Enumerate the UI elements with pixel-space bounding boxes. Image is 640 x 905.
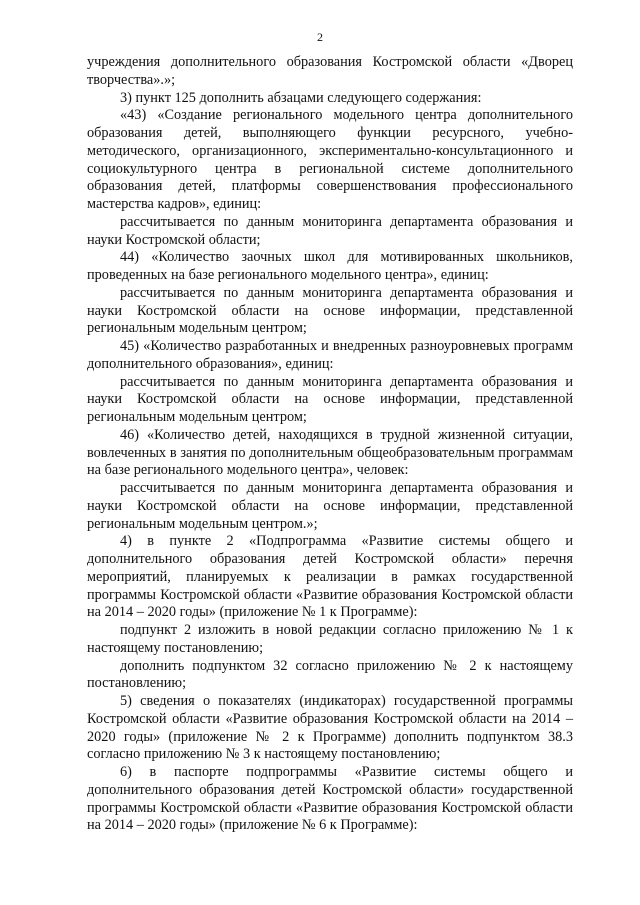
paragraph-item-4: 4) в пункте 2 «Подпрограмма «Развитие системы общего и дополнительного образования детей Костромской области» перечня мероприятий, планируемых к реализации в рамках государственной программы Костромской области «Развитие образования Костромской области на 2014 – 2020 годы» (приложение № 1 к Программе): [87,533,573,621]
paragraph-item-3: 3) пункт 125 дополнить абзацами следующего содержания: [120,89,482,106]
paragraph-calc-45: рассчитывается по данным мониторинга департамента образования и науки Костромской области на основе информации, представленной региональным модельным центром; [87,373,573,425]
paragraph-item-5: 5) сведения о показателях (индикаторах) государственной программы Костромской области «Развитие образования Костромской области на 2014 – 2020 годы» (приложение № 2 к Программе) дополнить подпунктом 38.3 согласно приложению № 3 к настоящему постановлению; [87,693,573,763]
paragraph-calc-46: рассчитывается по данным мониторинга департамента образования и науки Костромской области на основе информации, представленной региональным модельным центром.»; [87,480,573,532]
document-body [87,54,573,835]
paragraph-item-43: «43) «Создание регионального модельного центра дополнительного образования детей, выполняющего функции ресурсного, учебно-методического, организационного, экспериментально-консультационного и социокультурного центра в региональной системе дополнительного образования детей, платформы совершенствования профессионального мастерства кадров», единиц: [87,107,573,212]
paragraph-continuation: учреждения дополнительного образования Костромской области «Дворец творчества».»; [87,54,573,88]
paragraph-subitem-32: дополнить подпунктом 32 согласно приложению № 2 к настоящему постановлению; [87,657,573,692]
paragraph-item-6: 6) в паспорте подпрограммы «Развитие системы общего и дополнительного образования детей Костромской области» государственной программы Костромской области «Развитие образования Костромской области на 2014 – 2020 годы» (приложение № 6 к Программе): [87,764,573,834]
paragraph-calc-43: рассчитывается по данным мониторинга департамента образования и науки Костромской области; [87,213,573,248]
page-number: 2 [317,30,323,44]
paragraph-calc-44: рассчитывается по данным мониторинга департамента образования и науки Костромской области на основе информации, представленной региональным модельным центром; [87,284,573,337]
paragraph-subitem-2: подпункт 2 изложить в новой редакции согласно приложению № 1 к настоящему постановлению; [87,622,573,656]
paragraph-item-46: 46) «Количество детей, находящихся в трудной жизненной ситуации, вовлеченных в занятия по дополнительным общеобразовательным программам на базе регионального модельного центра», человек: [87,426,573,479]
paragraph-item-44: 44) «Количество заочных школ для мотивированных школьников, проведенных на базе регионального модельного центра», единиц: [87,249,573,283]
paragraph-item-45: 45) «Количество разработанных и внедренных разноуровневых программ дополнительного образования», единиц: [87,338,573,372]
